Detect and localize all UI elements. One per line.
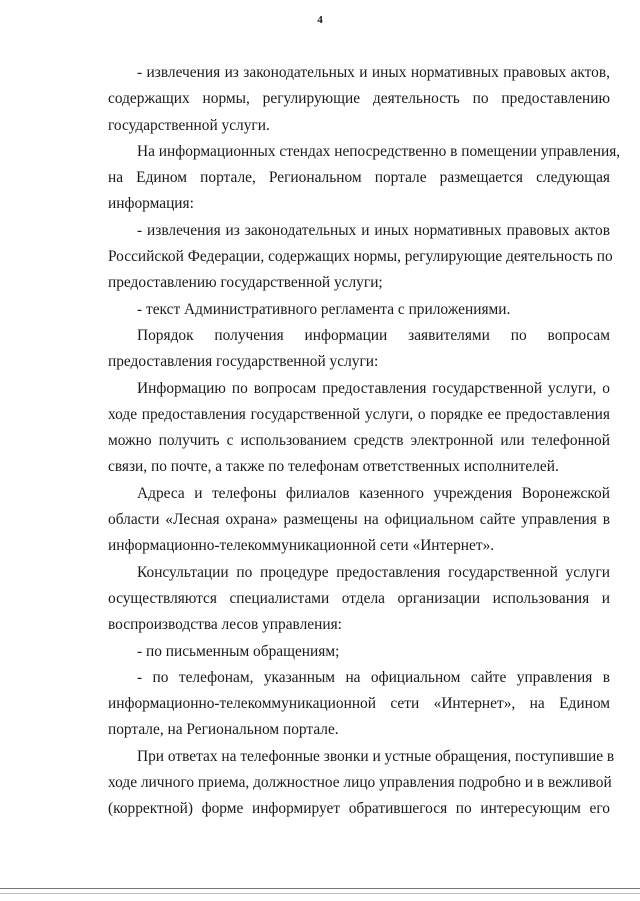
text-line: - по письменным обращениям; [137, 642, 340, 660]
paragraph [108, 297, 610, 323]
text-line: Российской Федерации, содержащих нормы, регулирующие деятельность по [108, 248, 613, 266]
paragraph [108, 376, 610, 481]
text-line: На информационных стендах непосредственно в помещении управления, [137, 142, 621, 160]
text-line: информационно-телекоммуникационной сети «Интернет», на Едином [108, 695, 610, 713]
text-line: воспроизводства лесов управления: [108, 616, 342, 634]
text-line: - по телефонам, указанным на официальном сайте управления в [137, 668, 610, 686]
paragraph [108, 639, 610, 665]
text-line: Информацию по вопросам предоставления государственной услуги, о [137, 379, 610, 397]
text-line: на Едином портале, Региональном портале размещается следующая [108, 169, 610, 187]
text-line: связи, по почте, а также по телефонам ответственных исполнителей. [108, 458, 559, 476]
paragraph [108, 60, 610, 139]
text-line: (корректной) форме информирует обратившегося по интересующим его [108, 800, 610, 818]
paragraph [108, 139, 621, 218]
text-line: При ответах на телефонные звонки и устные обращения, поступившие в [137, 747, 615, 765]
text-line: предоставлению государственной услуги; [108, 274, 383, 292]
paragraph [108, 218, 613, 297]
paragraph [108, 560, 610, 639]
text-line: области «Лесная охрана» размещены на официальном сайте управления в [108, 511, 610, 529]
text-line: предоставления государственной услуги: [108, 353, 379, 371]
page-number: 4 [317, 14, 323, 26]
page-bottom-border [0, 888, 640, 889]
text-line: портале, на Региональном портале. [108, 721, 339, 739]
text-line: ходе личного приема, должностное лицо управления подробно и в вежливой [108, 774, 612, 792]
text-line: информация: [108, 195, 194, 213]
paragraph [108, 744, 615, 823]
text-line: Адреса и телефоны филиалов казенного учреждения Воронежской [137, 484, 610, 502]
page-bottom-border-shadow [0, 893, 640, 894]
paragraph [108, 323, 610, 376]
text-line: информационно-телекоммуникационной сети «Интернет». [108, 537, 495, 555]
document-body [108, 60, 621, 823]
text-line: Консультации по процедуре предоставления государственной услуги [137, 563, 610, 581]
text-line: содержащих нормы, регулирующие деятельность по предоставлению [108, 90, 610, 108]
text-line: можно получить с использованием средств электронной или телефонной [108, 432, 610, 450]
paragraph [108, 481, 610, 560]
text-line: осуществляются специалистами отдела организации использования и [108, 589, 610, 607]
text-line: - текст Административного регламента с приложениями. [137, 300, 511, 318]
paragraph [108, 665, 610, 744]
text-line: - извлечения из законодательных и иных нормативных правовых актов, [137, 64, 610, 81]
text-line: - извлечения из законодательных и иных нормативных правовых актов [137, 221, 610, 239]
text-line: Порядок получения информации заявителями по вопросам [137, 326, 610, 344]
text-line: государственной услуги. [108, 116, 270, 134]
text-line: ходе предоставления государственной услуги, о порядке ее предоставления [108, 405, 610, 423]
